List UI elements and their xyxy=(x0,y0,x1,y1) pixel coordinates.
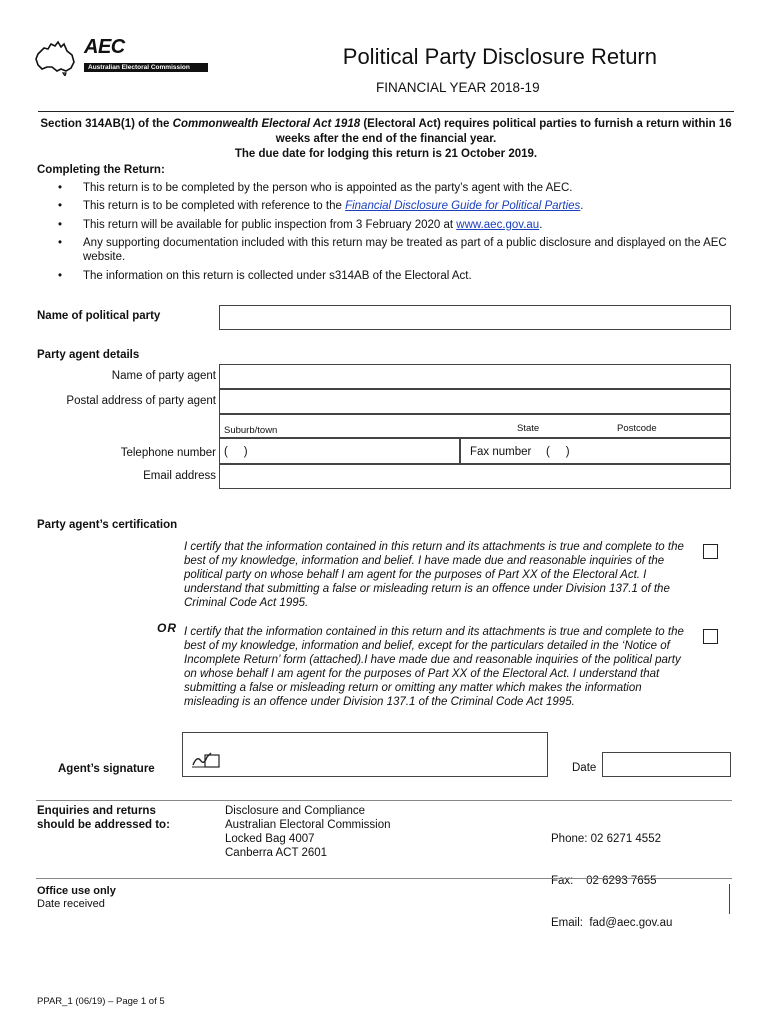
intro-part2: (Electoral Act) requires political parties to furnish a return within 16 weeks after the end of the financial year. xyxy=(275,118,732,145)
fax-field[interactable] xyxy=(460,438,731,464)
list-item xyxy=(58,199,728,214)
bullet-text: This return is to be completed with reference to the xyxy=(83,200,346,213)
fax-label: Fax number xyxy=(470,446,532,458)
enquiries-label xyxy=(37,804,170,832)
intro-text xyxy=(40,117,732,146)
fax-value: ( ) xyxy=(546,446,570,458)
contact-block xyxy=(551,804,672,944)
postal-address-block xyxy=(225,804,391,860)
certification-checkbox-2[interactable] xyxy=(703,629,718,644)
disclosure-guide-link[interactable]: Financial Disclosure Guide for Political Parties xyxy=(345,200,581,213)
bullet-text: This return is to be completed by the person who is appointed as the party’s agent with the AEC. xyxy=(83,182,573,194)
office-divider xyxy=(36,878,732,879)
date-field[interactable] xyxy=(602,752,731,777)
telephone-field[interactable] xyxy=(219,438,460,464)
signature-pen-icon xyxy=(191,751,221,771)
state-label: State xyxy=(517,423,540,434)
office-box-edge xyxy=(729,884,730,914)
certification-option-2: I certify that the information contained in this return and its attachments is true and complete to the best of my knowledge, information and belief, except for the particulars detailed in the ‘Notice of Incomplete Return’ form (attached).I have made due and reasonable inquiries of the political party on whose behalf I am agent for the purposes of Part XX of the Electoral Act. I understand that submitting a false or misleading return or omitting any matter which makes the information misleading is an offence under Division 137.1 of the Criminal Code Act 1995. xyxy=(184,626,684,708)
contact-phone: Phone: 02 6271 4552 xyxy=(551,833,661,845)
postcode-label: Postcode xyxy=(617,423,657,434)
instructions-list xyxy=(58,181,728,287)
postal-address-field[interactable] xyxy=(219,389,731,414)
email-field[interactable] xyxy=(219,464,731,489)
act-name: Commonwealth Electoral Act 1918 xyxy=(172,118,361,130)
date-received-label: Date received xyxy=(37,898,105,910)
certification-checkbox-1[interactable] xyxy=(703,544,718,559)
bullet-text: . xyxy=(539,218,543,231)
list-item xyxy=(58,236,728,265)
due-date-text: The due date for lodging this return is 21 October 2019. xyxy=(234,148,538,160)
enquiries-label-line2: should be addressed to: xyxy=(37,819,170,831)
party-name-label: Name of political party xyxy=(37,310,161,322)
agent-details-heading: Party agent details xyxy=(37,349,140,361)
signature-label: Agent’s signature xyxy=(58,763,155,775)
list-item xyxy=(58,218,728,233)
telephone-value: ( ) xyxy=(224,446,248,458)
financial-year: FINANCIAL YEAR 2018-19 xyxy=(376,80,540,95)
list-item xyxy=(58,181,728,196)
address-line: Disclosure and Compliance xyxy=(225,805,365,817)
contact-fax: Fax: 02 6293 7655 xyxy=(551,875,657,887)
address-line: Canberra ACT 2601 xyxy=(225,847,328,859)
completing-heading: Completing the Return: xyxy=(37,164,165,176)
postal-address-label: Postal address of party agent xyxy=(66,395,216,407)
bullet-text: The information on this return is collected under s314AB of the Electoral Act. xyxy=(83,269,472,282)
page-footer: PPAR_1 (06/19) – Page 1 of 5 xyxy=(37,996,165,1007)
party-name-field[interactable] xyxy=(219,305,731,330)
agent-name-field[interactable] xyxy=(219,364,731,389)
office-use-heading: Office use only xyxy=(37,885,116,897)
section-divider xyxy=(36,800,732,801)
bullet-text: . xyxy=(580,200,584,213)
certification-option-1: I certify that the information contained in this return and its attachments is true and complete to the best of my knowledge, information and belief. I have made due and reasonable inquiries of the political party on whose behalf I am agent for the purposes of Part XX of the Electoral Act. I understand that submitting a false or misleading return is an offence under Division 137.1 of the Criminal Code Act 1995. xyxy=(184,541,684,609)
logo-name: AEC xyxy=(84,36,125,58)
page-title: Political Party Disclosure Return xyxy=(342,44,657,69)
header-divider xyxy=(38,111,734,112)
aec-website-link[interactable]: www.aec.gov.au xyxy=(456,218,540,231)
logo-subtitle: Australian Electoral Commission xyxy=(84,63,208,72)
address-line: Australian Electoral Commission xyxy=(225,819,391,831)
or-label: OR xyxy=(157,621,177,635)
suburb-label: Suburb/town xyxy=(224,425,278,436)
signature-field[interactable] xyxy=(182,732,548,777)
agent-name-label: Name of party agent xyxy=(111,370,216,382)
email-label: Email address xyxy=(143,470,216,482)
intro-part1: Section 314AB(1) of the xyxy=(40,118,173,130)
bullet-text: Any supporting documentation included with this return may be treated as part of a public disclosure and displayed on the AEC website. xyxy=(83,236,727,264)
date-label: Date xyxy=(572,762,597,774)
bullet-text: This return will be available for public inspection from 3 February 2020 at xyxy=(83,218,457,231)
list-item xyxy=(58,269,728,284)
address-line: Locked Bag 4007 xyxy=(225,833,315,845)
enquiries-label-line1: Enquiries and returns xyxy=(37,805,156,817)
contact-email: Email: fad@aec.gov.au xyxy=(551,917,673,929)
certification-heading: Party agent’s certification xyxy=(37,519,178,531)
telephone-label: Telephone number xyxy=(120,447,216,459)
